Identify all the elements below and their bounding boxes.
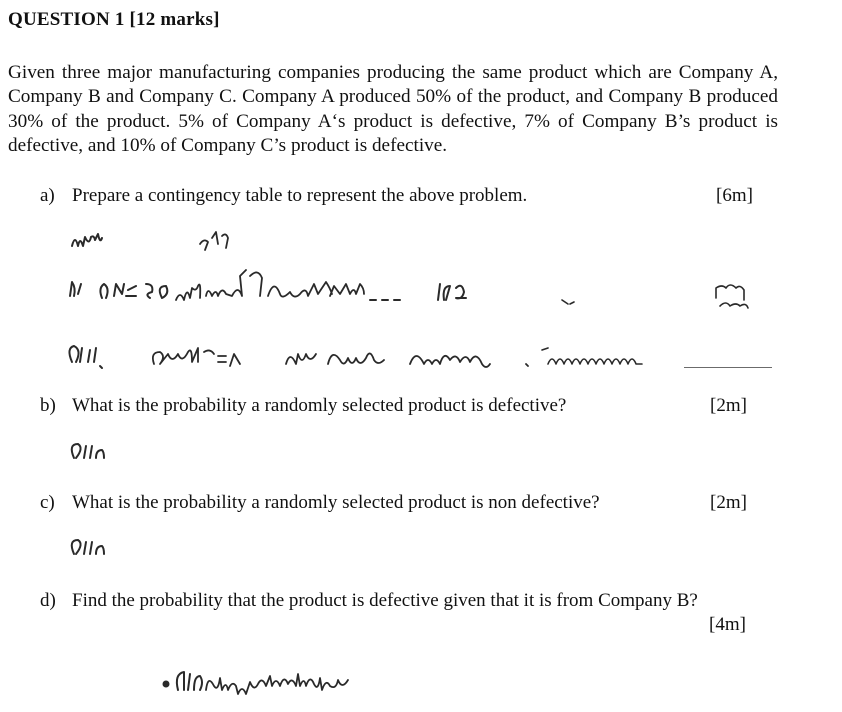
question-title: QUESTION 1 [12 marks] bbox=[8, 9, 220, 30]
problem-statement: Given three major manufacturing companies producing the same product which are Company A, Company B and Company C. Company A produced 50% of the product, and Company B produced 30% of the product. 5% of Company A‘s product is defective, 7% of Company B’s product is defective, and 10% of Company C’s product is defective. bbox=[8, 62, 778, 157]
question-d-marks: [4m] bbox=[709, 614, 746, 635]
question-b-marks: [2m] bbox=[710, 395, 747, 416]
question-d-text: Find the probability that the product is defective given that it is from Company B? bbox=[72, 590, 698, 611]
question-d-label: d) bbox=[40, 590, 56, 611]
question-b-text: What is the probability a randomly selected product is defective? bbox=[72, 395, 567, 416]
question-c-label: c) bbox=[40, 492, 55, 513]
question-a-text: Prepare a contingency table to represent the above problem. bbox=[72, 185, 528, 206]
question-c-text: What is the probability a randomly selected product is non defective? bbox=[72, 492, 600, 513]
question-c-marks: [2m] bbox=[710, 492, 747, 513]
question-a-label: a) bbox=[40, 185, 55, 206]
question-a-marks: [6m] bbox=[716, 185, 753, 206]
question-b-label: b) bbox=[40, 395, 56, 416]
